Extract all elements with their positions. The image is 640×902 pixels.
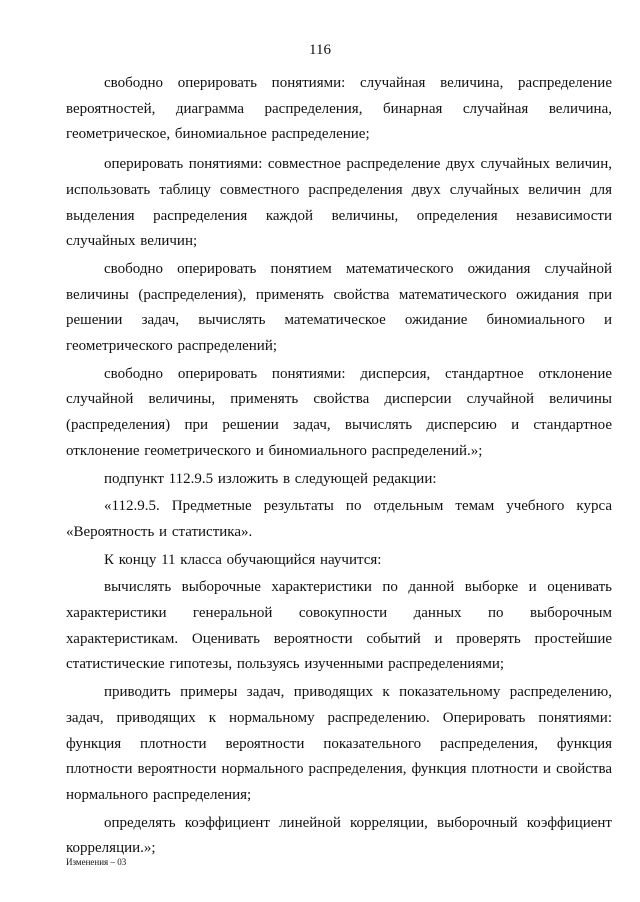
paragraph: свободно оперировать понятиями: случайная величина, распределение вероятностей, диаграмма распределения, бинарная случайная величина, геометрическое, биномиальное распределение; — [66, 75, 612, 143]
paragraph: определять коэффициент линейной корреляции, выборочный коэффициент корреляции.»; — [66, 814, 612, 857]
paragraph: свободно оперировать понятиями: дисперсия, стандартное отклонение случайной величины, применять свойства дисперсии случайной величины (распределения) при решении задач, вычислять дисперсию и стандартное отклонение геометрического и биномиального распределений.»; — [66, 365, 612, 459]
paragraph: вычислять выборочные характеристики по данной выборке и оценивать характеристики генеральной совокупности данных по выборочным характеристикам. Оценивать вероятности событий и проверять простейшие статистические гипотезы, пользуясь изученными распределениями; — [66, 579, 612, 673]
paragraph: оперировать понятиями: совместное распределение двух случайных величин, использовать таблицу совместного распределения двух случайных величин для выделения распределения каждой величины, определения независимости случайных величин; — [66, 156, 612, 250]
footer-note: Изменения – 03 — [66, 857, 127, 867]
body-text — [66, 71, 612, 862]
paragraph: приводить примеры задач, приводящих к показательному распределению, задач, приводящих к нормальному распределению. Оперировать понятиями: функция плотности вероятности показательного распределения, функция плотности вероятности нормального распределения, функция плотности и свойства нормального распределения; — [66, 684, 612, 803]
page-number: 116 — [309, 42, 331, 58]
paragraph: «112.9.5. Предметные результаты по отдельным темам учебного курса «Вероятность и статистика». — [66, 498, 612, 540]
paragraph: К концу 11 класса обучающийся научится: — [104, 551, 382, 568]
paragraph: свободно оперировать понятием математического ожидания случайной величины (распределения), применять свойства математического ожидания при решении задач, вычислять математическое ожидание биномиального и геометрического распределений; — [66, 260, 612, 355]
paragraph: подпункт 112.9.5 изложить в следующей редакции: — [104, 470, 437, 487]
